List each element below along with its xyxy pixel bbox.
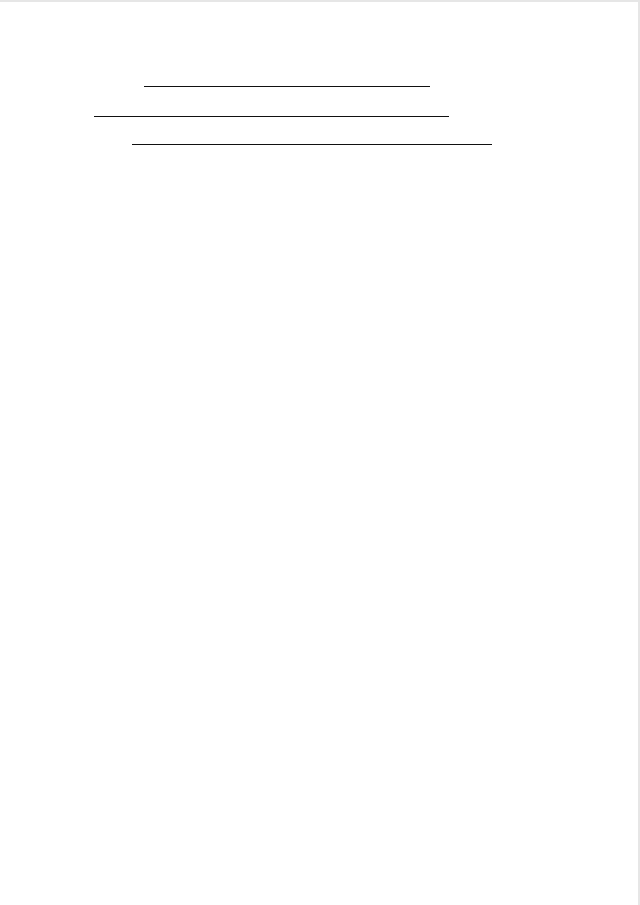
admission-row <box>94 71 597 87</box>
termination-row <box>94 101 597 117</box>
termination-name-blank <box>94 101 449 117</box>
notified-row <box>94 129 597 145</box>
page-edge-top <box>0 0 640 2</box>
notified-name-blank <box>132 129 492 145</box>
admission-name-blank <box>144 71 430 87</box>
document-body <box>94 68 597 164</box>
admission-block <box>94 71 597 87</box>
termination-block <box>94 100 597 117</box>
notified-block <box>94 129 597 145</box>
